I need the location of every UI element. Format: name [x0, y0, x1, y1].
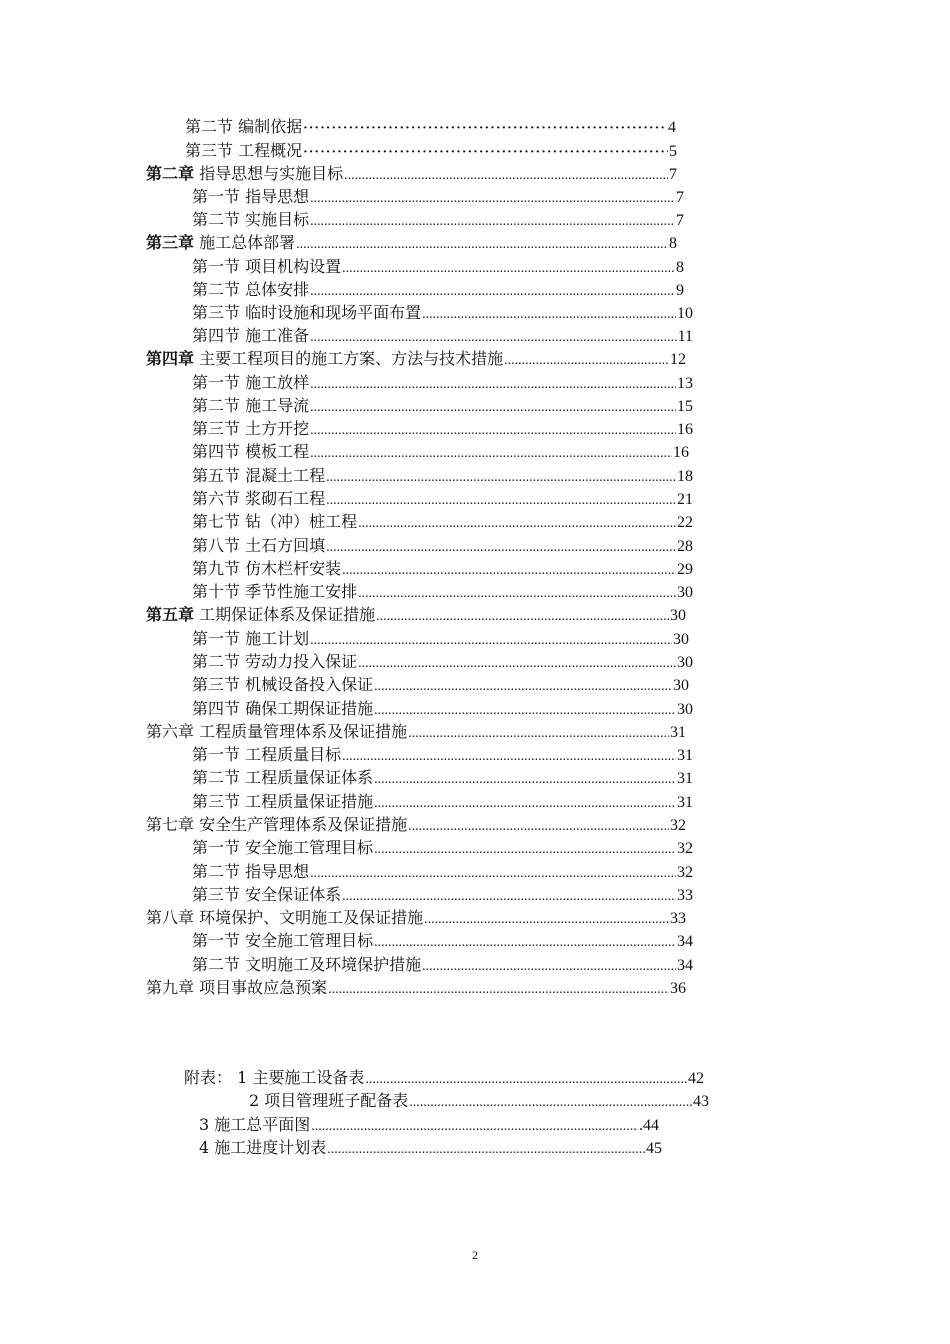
toc-leader	[303, 142, 668, 164]
toc-entry	[192, 744, 693, 766]
toc-page: 33	[670, 910, 686, 927]
toc-title: 第四节 确保工期保证措施	[192, 699, 374, 718]
toc-leader	[374, 769, 676, 791]
toc-leader	[310, 420, 676, 442]
toc-page: 34	[677, 933, 693, 950]
toc-page: 32	[670, 817, 686, 834]
toc-leader	[374, 839, 676, 861]
toc-leader	[365, 1069, 687, 1091]
toc-entry	[192, 674, 689, 696]
toc-entry	[192, 372, 693, 394]
toc-entry	[192, 698, 693, 720]
toc-leader	[310, 630, 672, 652]
toc-page: 12	[670, 351, 686, 368]
toc-chapter-entry	[146, 163, 677, 185]
toc-leader	[409, 1092, 692, 1114]
toc-page: 30	[673, 677, 689, 694]
toc-title: 第三节 机械设备投入保证	[192, 675, 374, 694]
toc-page: 31	[670, 724, 686, 741]
toc-title: 第九节 仿木栏杆安装	[192, 559, 342, 578]
toc-title: 主要工程项目的施工方案、方法与技术措施	[194, 349, 504, 368]
toc-title: 施工总体部署	[194, 233, 296, 252]
toc-entry	[192, 628, 689, 650]
page-number: 2	[472, 1248, 478, 1262]
toc-title: 第二节 指导思想	[192, 862, 310, 881]
toc-entry	[185, 116, 676, 138]
toc-leader	[408, 723, 669, 745]
toc-title: 指导思想与实施目标	[194, 164, 344, 183]
toc-title: 第八章 环境保护、文明施工及保证措施	[146, 908, 424, 927]
toc-title: 第三节 土方开挖	[192, 419, 310, 438]
toc-entry	[192, 256, 684, 278]
toc-title: 第四节 施工准备	[192, 326, 310, 345]
toc-leader	[326, 537, 676, 559]
toc-leader	[328, 979, 669, 1001]
toc-page: 8	[676, 259, 684, 276]
toc-page: 9	[676, 282, 684, 299]
appendix-title: 附表： 1 主要施工设备表	[184, 1068, 365, 1087]
appendix-page: 45	[646, 1140, 662, 1157]
toc-title: 第八节 土石方回填	[192, 536, 326, 555]
chapter-label: 第五章	[146, 605, 195, 624]
toc-page: 29	[677, 561, 693, 578]
toc-chapter-entry	[146, 977, 686, 999]
toc-title: 第十节 季节性施工安排	[192, 582, 358, 601]
toc-entry	[192, 511, 693, 533]
toc-page: 28	[677, 538, 693, 555]
toc-page: 10	[677, 305, 693, 322]
toc-entry	[192, 395, 693, 417]
toc-leader	[424, 909, 669, 931]
appendix-title: 3 施工总平面图	[199, 1115, 311, 1134]
toc-entry	[185, 140, 677, 162]
toc-title: 第三节 安全保证体系	[192, 885, 342, 904]
toc-page: 4	[668, 119, 676, 136]
toc-title: 第二节 工程质量保证体系	[192, 768, 374, 787]
toc-leader	[374, 700, 676, 722]
toc-page: 31	[677, 794, 693, 811]
toc-title: 第二节 劳动力投入保证	[192, 652, 358, 671]
toc-title: 第一节 工程质量目标	[192, 745, 342, 764]
toc-title: 第五节 混凝土工程	[192, 466, 326, 485]
toc-entry	[192, 302, 693, 324]
toc-page: 34	[677, 957, 693, 974]
toc-title: 第一节 指导思想	[192, 187, 310, 206]
toc-entry	[192, 558, 693, 580]
toc-entry	[192, 767, 693, 789]
appendix-title: 4 施工进度计划表	[199, 1138, 327, 1157]
toc-title: 第一节 安全施工管理目标	[192, 931, 374, 950]
toc-page: 31	[677, 747, 693, 764]
toc-page: 30	[677, 701, 693, 718]
toc-page: 11	[677, 328, 693, 345]
toc-title: 第七节 钻（冲）桩工程	[192, 512, 358, 531]
appendix-page: 43	[693, 1093, 709, 1110]
toc-title: 第三节 临时设施和现场平面布置	[192, 303, 422, 322]
toc-leader	[358, 513, 676, 535]
toc-page: 30	[670, 607, 686, 624]
toc-chapter-entry	[146, 814, 686, 836]
toc-page: 7	[676, 189, 684, 206]
toc-leader	[310, 863, 676, 885]
toc-chapter-entry	[146, 721, 686, 743]
toc-entry	[192, 930, 693, 952]
toc-entry	[192, 465, 693, 487]
toc-entry	[192, 441, 689, 463]
toc-leader	[422, 956, 676, 978]
toc-leader	[374, 932, 676, 954]
appendix-entry	[199, 1114, 659, 1136]
toc-leader	[311, 1116, 638, 1138]
toc-chapter-entry	[146, 348, 686, 370]
toc-leader	[374, 676, 672, 698]
toc-entry	[192, 279, 684, 301]
chapter-label: 第二章	[146, 164, 195, 183]
toc-page: 7	[676, 212, 684, 229]
toc-title: 第七章 安全生产管理体系及保证措施	[146, 815, 408, 834]
toc-leader	[303, 118, 667, 140]
toc-page: 21	[677, 491, 693, 508]
toc-entry	[192, 581, 693, 603]
toc-title: 第二节 实施目标	[192, 210, 310, 229]
toc-title: 第三节 工程概况	[185, 141, 303, 160]
toc-title: 第六章 工程质量管理体系及保证措施	[146, 722, 408, 741]
toc-leader	[310, 443, 672, 465]
toc-title: 第九章 项目事故应急预案	[146, 978, 328, 997]
toc-leader	[326, 467, 676, 489]
toc-leader	[504, 350, 669, 372]
toc-page: 22	[677, 514, 693, 531]
toc-title: 第一节 施工计划	[192, 629, 310, 648]
toc-leader	[310, 327, 677, 349]
toc-leader	[358, 583, 676, 605]
toc-leader	[310, 374, 676, 396]
toc-page: 32	[677, 864, 693, 881]
toc-leader	[310, 188, 675, 210]
toc-page: 8	[669, 235, 677, 252]
toc-leader	[342, 560, 676, 582]
toc-leader	[376, 606, 669, 628]
toc-leader	[326, 490, 676, 512]
appendix-entry	[184, 1067, 704, 1089]
toc-page: 36	[670, 980, 686, 997]
toc-entry	[192, 325, 693, 347]
toc-leader	[310, 397, 676, 419]
toc-title: 第一节 项目机构设置	[192, 257, 342, 276]
toc-entry	[192, 954, 693, 976]
toc-page: 30	[677, 584, 693, 601]
toc-leader	[296, 234, 668, 256]
toc-title: 第二节 文明施工及环境保护措施	[192, 955, 422, 974]
chapter-label: 第四章	[146, 349, 195, 368]
toc-page: 5	[669, 143, 677, 160]
toc-page: 16	[677, 421, 693, 438]
toc-leader	[342, 886, 676, 908]
toc-title: 第六节 浆砌石工程	[192, 489, 326, 508]
toc-title: 第一节 安全施工管理目标	[192, 838, 374, 857]
toc-title: 第一节 施工放样	[192, 373, 310, 392]
toc-entry	[192, 861, 693, 883]
toc-leader	[422, 304, 676, 326]
toc-page: 33	[677, 887, 693, 904]
appendix-title: 2 项目管理班子配备表	[249, 1091, 409, 1110]
appendix-page: 42	[688, 1070, 704, 1087]
toc-page: 15	[677, 398, 693, 415]
toc-entry	[192, 651, 693, 673]
toc-entry	[192, 186, 684, 208]
toc-title: 第二节 总体安排	[192, 280, 310, 299]
toc-entry	[192, 418, 693, 440]
toc-leader	[342, 258, 675, 280]
appendix-entry	[199, 1137, 662, 1159]
toc-page: 18	[677, 468, 693, 485]
toc-entry	[192, 791, 693, 813]
toc-chapter-entry	[146, 232, 677, 254]
toc-leader	[344, 165, 668, 187]
toc-leader	[408, 816, 669, 838]
toc-page: 7	[669, 166, 677, 183]
toc-leader	[327, 1139, 645, 1161]
toc-leader	[310, 211, 675, 233]
toc-leader	[358, 653, 676, 675]
toc-chapter-entry	[146, 907, 686, 929]
toc-entry	[192, 535, 693, 557]
toc-page: 13	[677, 375, 693, 392]
toc-chapter-entry	[146, 604, 686, 626]
toc-entry	[192, 209, 684, 231]
toc-title: 第四节 模板工程	[192, 442, 310, 461]
toc-page: 32	[677, 840, 693, 857]
toc-title: 第二节 施工导流	[192, 396, 310, 415]
toc-entry	[192, 488, 693, 510]
toc-leader	[342, 746, 676, 768]
appendix-entry	[249, 1090, 709, 1112]
toc-page: 16	[673, 444, 689, 461]
toc-page: 30	[673, 631, 689, 648]
toc-entry	[192, 837, 693, 859]
toc-entry	[192, 884, 693, 906]
toc-page: 31	[677, 770, 693, 787]
toc-leader	[374, 793, 676, 815]
toc-title: 第二节 编制依据	[185, 117, 303, 136]
appendix-page: .44	[639, 1117, 659, 1134]
toc-title: 工期保证体系及保证措施	[194, 605, 376, 624]
chapter-label: 第三章	[146, 233, 195, 252]
toc-title: 第三节 工程质量保证措施	[192, 792, 374, 811]
toc-page: 30	[677, 654, 693, 671]
toc-leader	[310, 281, 675, 303]
